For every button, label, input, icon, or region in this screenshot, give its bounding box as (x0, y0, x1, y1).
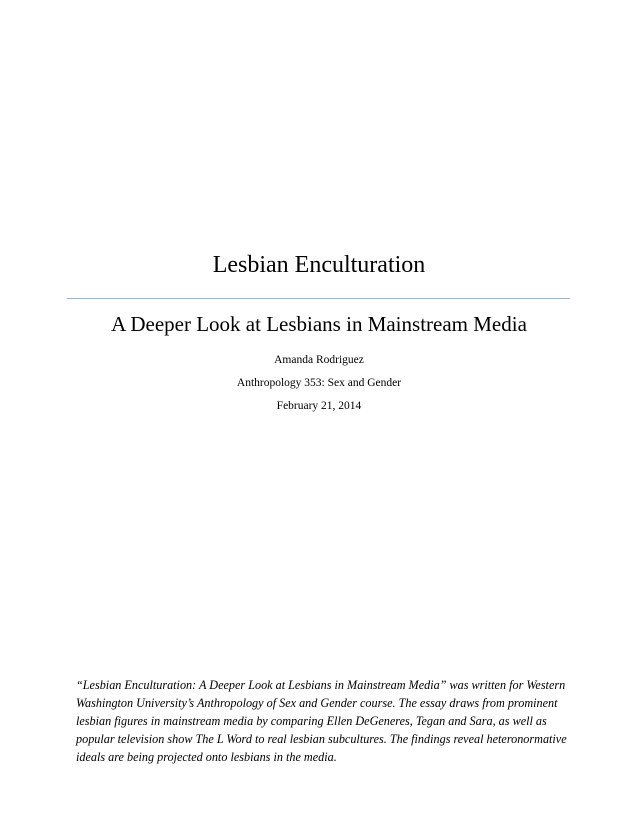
document-subtitle: A Deeper Look at Lesbians in Mainstream Media (111, 312, 527, 336)
abstract-paragraph: “Lesbian Enculturation: A Deeper Look at Lesbians in Mainstream Media” was written for Western Washington University’s Anthropology of Sex and Gender course. The essay draws from prominent lesbian figures in mainstream media by comparing Ellen DeGeneres, Tegan and Sara, as well as popular television show The L Word to real lesbian subcultures. The findings reveal heteronormative ideals are being projected onto lesbians in the media. (76, 678, 567, 764)
document-date: February 21, 2014 (276, 400, 362, 412)
course-name: Anthropology 353: Sex and Gender (236, 377, 402, 389)
author-name: Amanda Rodriguez (274, 354, 364, 366)
document-title: Lesbian Enculturation (212, 252, 426, 278)
title-divider (67, 298, 570, 299)
